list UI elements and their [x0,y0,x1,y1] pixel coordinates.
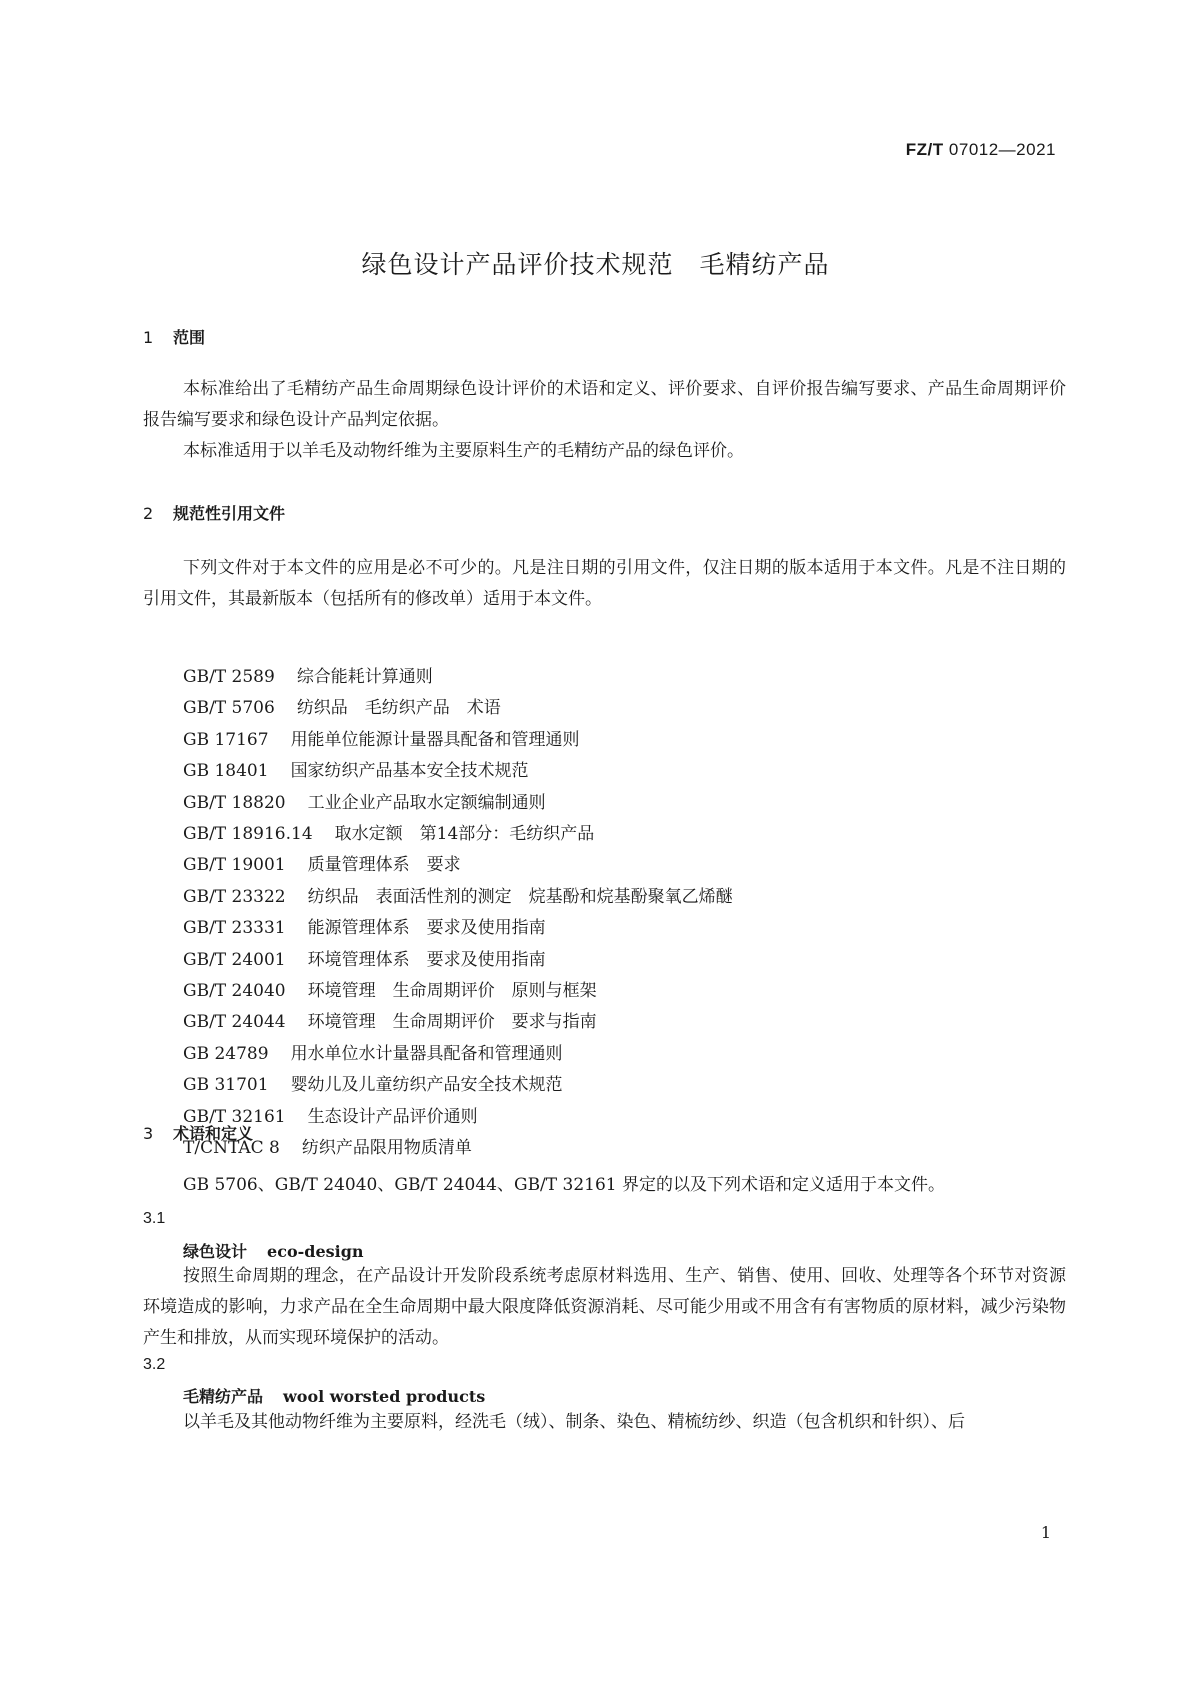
list-item [183,693,733,724]
section-number: 1 [143,328,154,347]
reference-code: GB 31701 [183,1075,269,1096]
reference-title: 纺织品 毛纺织产品 术语 [296,698,501,719]
list-item [183,945,733,976]
list-item [183,725,733,756]
reference-code: GB/T 18820 [183,792,286,813]
section-1-paragraph-2: 本标准适用于以羊毛及动物纤维为主要原料生产的毛精纺产品的绿色评价。 [183,441,744,461]
term-definition: 按照生命周期的理念，在产品设计开发阶段系统考虑原材料选用、生产、销售、使用、回收、处理等各个环节对资源环境造成的影响，力求产品在全生命周期中最大限度降低资源消耗、尽可能少用或不用含有有害物质的原材料，减少污染物产生和排放，从而实现环境保护的活动。 [143,1266,1066,1348]
page-number: 1 [1040,1523,1051,1542]
list-item [183,882,733,913]
section-number: 3 [143,1124,154,1143]
reference-title: 取水定额 第14部分：毛纺织产品 [334,824,595,845]
term-heading [183,1384,485,1407]
reference-title: 能源管理体系 要求及使用指南 [307,918,546,939]
section-2-heading [143,501,285,524]
reference-code: GB/T 24001 [183,949,286,970]
list-item [183,976,733,1007]
term-number: 3.2 [143,1356,166,1373]
reference-code: GB/T 23331 [183,918,286,939]
section-number: 2 [143,504,154,523]
reference-title: 环境管理 生命周期评价 原则与框架 [307,981,597,1002]
list-item [183,819,733,850]
reference-code: GB/T 19001 [183,855,286,876]
list-item [183,662,733,693]
reference-title: 国家纺织产品基本安全技术规范 [290,761,529,782]
standard-number: 07012—2021 [948,140,1056,159]
standard-prefix: FZ/T [905,140,944,159]
reference-title: 环境管理 生命周期评价 要求与指南 [307,1012,597,1033]
list-item [183,788,733,819]
normative-references-list [183,662,733,1165]
section-1-heading [143,325,205,348]
reference-code: GB/T 24040 [183,981,286,1002]
list-item [183,913,733,944]
list-item [183,1133,733,1164]
document-title: 绿色设计产品评价技术规范 毛精纺产品 [361,250,830,279]
term-name-en: eco-design [267,1242,364,1261]
term-name-zh: 绿色设计 [183,1242,248,1261]
reference-title: 环境管理体系 要求及使用指南 [307,949,546,970]
term-definition: 以羊毛及其他动物纤维为主要原料，经洗毛（绒）、制条、染色、精梳纺纱、织造（包含机织和针织）、后 [183,1412,965,1432]
reference-code: GB/T 5706 [183,698,275,719]
section-3-intro: GB 5706、GB/T 24040、GB/T 24044、GB/T 32161 界定的以及下列术语和定义适用于本文件。 [183,1175,946,1195]
reference-title: 用能单位能源计量器具配备和管理通则 [290,729,580,750]
standard-code [906,140,1056,160]
list-item [183,850,733,881]
reference-title: 工业企业产品取水定额编制通则 [307,792,546,813]
term-name-en: wool worsted products [283,1387,486,1406]
section-title: 术语和定义 [173,1124,254,1143]
reference-code: GB/T 23322 [183,886,286,907]
reference-code: GB 17167 [183,729,269,750]
reference-code: GB/T 18916.14 [183,824,313,845]
reference-code: GB/T 2589 [183,667,275,687]
list-item [183,756,733,787]
list-item [183,1007,733,1038]
section-3-heading [143,1121,253,1144]
reference-code: GB 18401 [183,761,269,782]
reference-code: GB/T 24044 [183,1012,286,1033]
reference-code: GB 24789 [183,1043,269,1064]
reference-code: T/CNTAC 8 [183,1138,280,1159]
term-heading [183,1239,364,1262]
section-title: 规范性引用文件 [173,504,286,523]
reference-title: 综合能耗计算通则 [296,667,433,687]
section-title: 范围 [173,328,206,347]
term-number: 3.1 [143,1210,166,1227]
reference-code: GB/T 32161 [183,1106,286,1127]
reference-title: 质量管理体系 要求 [307,855,461,876]
reference-title: 生态设计产品评价通则 [307,1106,478,1127]
reference-title: 用水单位水计量器具配备和管理通则 [290,1043,563,1064]
list-item [183,1070,733,1101]
section-2-paragraph-1: 下列文件对于本文件的应用是必不可少的。凡是注日期的引用文件，仅注日期的版本适用于本文件。凡是不注日期的引用文件，其最新版本（包括所有的修改单）适用于本文件。 [143,558,1066,609]
reference-title: 婴幼儿及儿童纺织产品安全技术规范 [290,1075,563,1096]
reference-title: 纺织品 表面活性剂的测定 烷基酚和烷基酚聚氧乙烯醚 [307,886,733,907]
term-name-zh: 毛精纺产品 [183,1387,264,1406]
section-1-paragraph-1: 本标准给出了毛精纺产品生命周期绿色设计评价的术语和定义、评价要求、自评价报告编写要求、产品生命周期评价报告编写要求和绿色设计产品判定依据。 [143,379,1066,430]
list-item [183,1102,733,1133]
list-item [183,1039,733,1070]
reference-title: 纺织产品限用物质清单 [301,1138,472,1159]
